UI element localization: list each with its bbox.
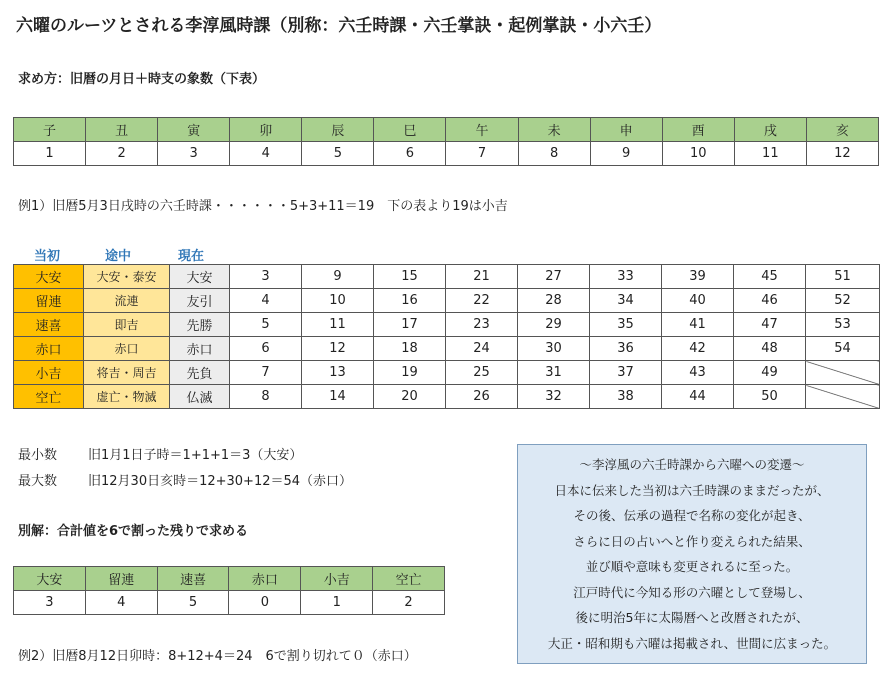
number-cell: 14	[302, 385, 374, 409]
remainder-table	[13, 566, 445, 615]
number-cell: 22	[446, 289, 518, 313]
branch-cell: 巳	[374, 118, 446, 142]
empty-slash-cell	[806, 361, 880, 385]
number-cell: 52	[806, 289, 880, 313]
rokuyo-row	[14, 385, 880, 409]
number-cell: 8	[230, 385, 302, 409]
number-cell: 6	[374, 142, 446, 166]
number-cell: 4	[230, 289, 302, 313]
example-1: 例1）旧暦5月3日戌時の六壬時課・・・・・・5+3+11＝19 下の表より19は小吉	[18, 199, 508, 214]
empty-slash-cell	[806, 385, 880, 409]
initial-name-cell: 小吉	[14, 361, 84, 385]
number-cell: 5	[302, 142, 374, 166]
rokuyo-row	[14, 361, 880, 385]
number-cell: 15	[374, 265, 446, 289]
initial-name-cell: 空亡	[14, 385, 84, 409]
branch-cell: 未	[518, 118, 590, 142]
name-cell: 赤口	[229, 567, 301, 591]
initial-name-cell: 速喜	[14, 313, 84, 337]
min-text: 旧1月1日子時＝1+1+1＝3（大安）	[88, 448, 303, 463]
remainder-name-row	[14, 567, 445, 591]
method-heading: 求め方：旧暦の月日＋時支の象数（下表）	[18, 72, 266, 87]
number-cell: 21	[446, 265, 518, 289]
number-cell: 29	[518, 313, 590, 337]
note-line: その後、伝承の過程で名称の変化が起き、	[573, 508, 811, 523]
current-name-cell: 友引	[170, 289, 230, 313]
remainder-cell: 3	[14, 591, 86, 615]
current-name-cell: 先負	[170, 361, 230, 385]
remainder-cell: 2	[373, 591, 445, 615]
number-cell: 3	[230, 265, 302, 289]
midway-name-cell: 即吉	[84, 313, 170, 337]
number-cell: 50	[734, 385, 806, 409]
number-cell: 7	[446, 142, 518, 166]
number-cell: 23	[446, 313, 518, 337]
remainder-cell: 1	[301, 591, 373, 615]
number-cell: 27	[518, 265, 590, 289]
max-number-line	[18, 470, 352, 489]
number-cell: 51	[806, 265, 880, 289]
number-cell: 46	[734, 289, 806, 313]
number-cell: 33	[590, 265, 662, 289]
number-cell: 41	[662, 313, 734, 337]
number-cell: 30	[518, 337, 590, 361]
number-cell: 2	[86, 142, 158, 166]
branch-cell: 申	[590, 118, 662, 142]
number-cell: 12	[806, 142, 878, 166]
current-name-cell: 赤口	[170, 337, 230, 361]
number-cell: 31	[518, 361, 590, 385]
number-cell: 3	[158, 142, 230, 166]
name-cell: 速喜	[157, 567, 229, 591]
branch-cell: 寅	[158, 118, 230, 142]
alt-method-heading: 別解：合計値を6で割った残りで求める	[18, 524, 249, 539]
name-cell: 空亡	[373, 567, 445, 591]
rokuyo-row	[14, 337, 880, 361]
branch-cell: 丑	[86, 118, 158, 142]
note-line: 後に明治5年に太陽暦へと改暦されたが、	[575, 610, 809, 625]
name-cell: 小吉	[301, 567, 373, 591]
number-cell: 5	[230, 313, 302, 337]
number-cell: 37	[590, 361, 662, 385]
min-label: 最小数	[18, 448, 58, 463]
remainder-value-row	[14, 591, 445, 615]
number-cell: 11	[302, 313, 374, 337]
initial-name-cell: 大安	[14, 265, 84, 289]
number-cell: 35	[590, 313, 662, 337]
initial-name-cell: 留連	[14, 289, 84, 313]
note-line: 日本に伝来した当初は六壬時課のままだったが、	[554, 482, 830, 498]
current-name-cell: 先勝	[170, 313, 230, 337]
number-cell: 16	[374, 289, 446, 313]
number-cell: 1	[14, 142, 86, 166]
number-cell: 12	[302, 337, 374, 361]
remainder-cell: 0	[229, 591, 301, 615]
number-cell: 10	[302, 289, 374, 313]
branch-cell: 子	[14, 118, 86, 142]
number-cell: 44	[662, 385, 734, 409]
number-cell: 13	[302, 361, 374, 385]
branch-cell: 戌	[734, 118, 806, 142]
branch-cell: 酉	[662, 118, 734, 142]
branch-cell: 亥	[806, 118, 878, 142]
number-cell: 7	[230, 361, 302, 385]
number-cell: 19	[374, 361, 446, 385]
number-cell: 49	[734, 361, 806, 385]
remainder-cell: 5	[157, 591, 229, 615]
number-cell: 47	[734, 313, 806, 337]
midway-name-cell: 流連	[84, 289, 170, 313]
number-cell: 9	[302, 265, 374, 289]
number-cell: 25	[446, 361, 518, 385]
number-cell: 24	[446, 337, 518, 361]
note-line: 江戸時代に今知る形の六曜として登場し、	[573, 584, 811, 600]
rokuyo-row	[14, 289, 880, 313]
number-cell: 34	[590, 289, 662, 313]
min-number-line	[18, 444, 302, 463]
current-name-cell: 仏滅	[170, 385, 230, 409]
number-cell: 54	[806, 337, 880, 361]
number-cell: 4	[230, 142, 302, 166]
current-name-cell: 大安	[170, 265, 230, 289]
branch-cell: 卯	[230, 118, 302, 142]
zodiac-branch-row	[14, 118, 879, 142]
number-cell: 8	[518, 142, 590, 166]
number-cell: 20	[374, 385, 446, 409]
midway-name-cell: 将吉・周吉	[84, 361, 170, 385]
note-line: さらに日の占いへと作り変えられた結果、	[573, 533, 811, 549]
note-line: 大正・昭和期も六曜は掲載され、世間に広まった。	[547, 635, 837, 651]
zodiac-number-table	[13, 117, 879, 166]
example-2: 例2）旧暦8月12日卯時：8+12+4＝24 6で割り切れて０（赤口）	[18, 649, 417, 664]
branch-cell: 辰	[302, 118, 374, 142]
number-cell: 11	[734, 142, 806, 166]
midway-name-cell: 虚亡・物滅	[84, 385, 170, 409]
number-cell: 42	[662, 337, 734, 361]
rokuyo-row	[14, 265, 880, 289]
column-header-midway: 途中	[105, 249, 132, 264]
midway-name-cell: 赤口	[84, 337, 170, 361]
rokuyo-row	[14, 313, 880, 337]
remainder-cell: 4	[85, 591, 157, 615]
number-cell: 17	[374, 313, 446, 337]
column-header-initial: 当初	[34, 249, 61, 264]
branch-cell: 午	[446, 118, 518, 142]
number-cell: 28	[518, 289, 590, 313]
name-cell: 大安	[14, 567, 86, 591]
note-line: ～李淳風の六壬時課から六曜への変遷～	[579, 457, 805, 472]
rokuyo-number-table	[13, 264, 880, 409]
number-cell: 45	[734, 265, 806, 289]
number-cell: 10	[662, 142, 734, 166]
page-title: 六曜のルーツとされる李淳風時課（別称：六壬時課・六壬掌訣・起例掌訣・小六壬）	[16, 16, 662, 36]
number-cell: 36	[590, 337, 662, 361]
number-cell: 53	[806, 313, 880, 337]
midway-name-cell: 大安・泰安	[84, 265, 170, 289]
number-cell: 26	[446, 385, 518, 409]
number-cell: 38	[590, 385, 662, 409]
number-cell: 40	[662, 289, 734, 313]
number-cell: 32	[518, 385, 590, 409]
zodiac-number-row	[14, 142, 879, 166]
initial-name-cell: 赤口	[14, 337, 84, 361]
note-line: 並び順や意味も変更されるに至った。	[585, 559, 799, 574]
max-label: 最大数	[18, 474, 58, 489]
max-text: 旧12月30日亥時＝12+30+12＝54（赤口）	[88, 474, 353, 489]
name-cell: 留連	[85, 567, 157, 591]
number-cell: 39	[662, 265, 734, 289]
column-header-current: 現在	[178, 249, 205, 264]
history-note-box	[517, 444, 867, 664]
number-cell: 6	[230, 337, 302, 361]
number-cell: 9	[590, 142, 662, 166]
number-cell: 48	[734, 337, 806, 361]
number-cell: 18	[374, 337, 446, 361]
number-cell: 43	[662, 361, 734, 385]
